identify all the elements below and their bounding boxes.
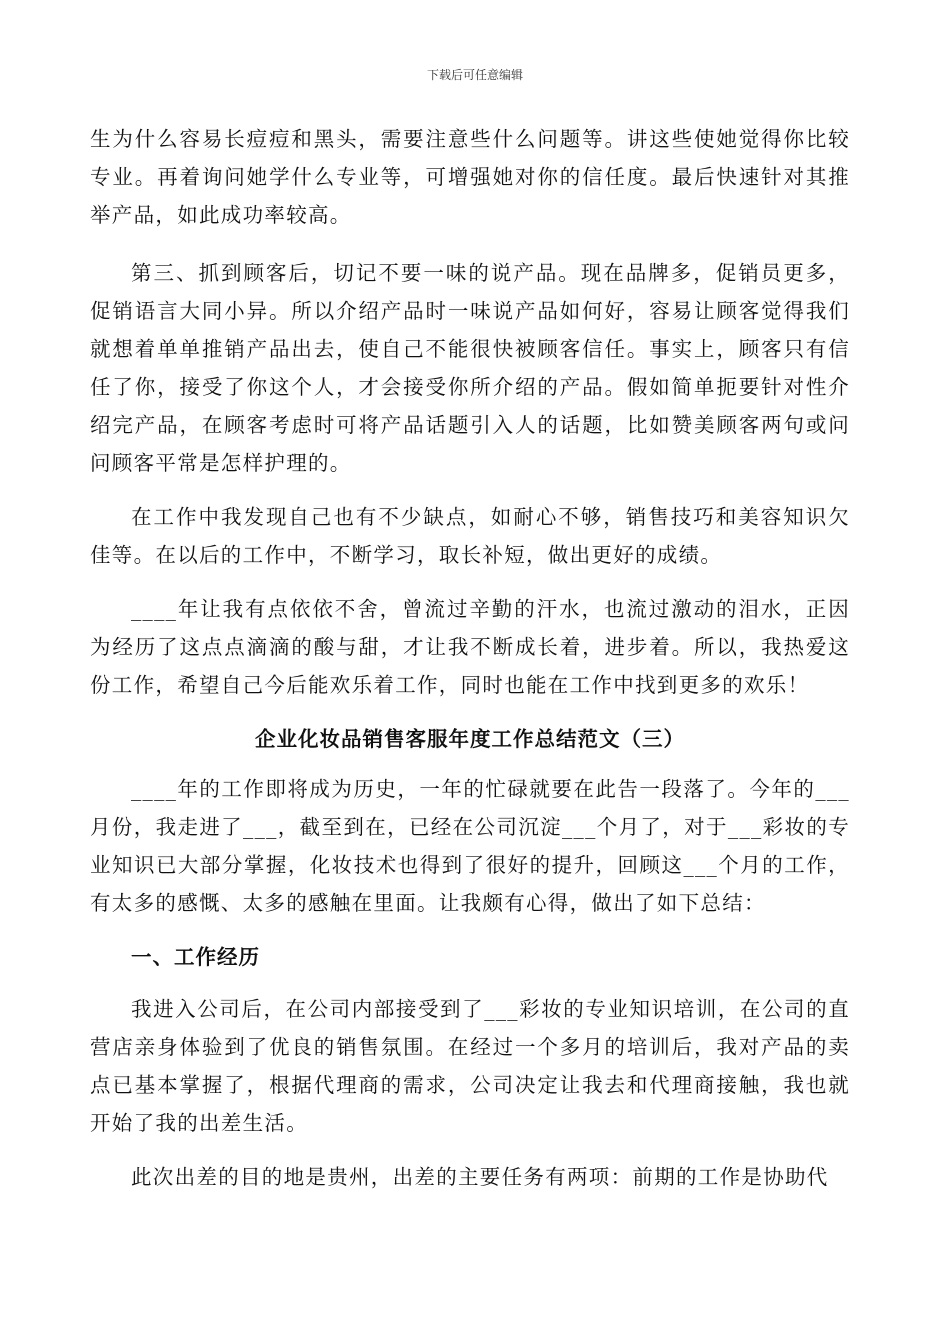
paragraph-training: 我进入公司后，在公司内部接受到了___彩妆的专业知识培训，在公司的直营店亲身体验到了优良的销售氛围。在经过一个多月的培训后，我对产品的卖点已基本掌握了，根据代理商的需求，公司决定让我去和代理商接触，我也就开始了我的出差生活。 xyxy=(90,997,850,1135)
section-title: 企业化妆品销售客服年度工作总结范文（三） xyxy=(255,727,685,751)
paragraph-section-intro: ____年的工作即将成为历史，一年的忙碌就要在此告一段落了。今年的___月份，我走进了___，截至到在，已经在公司沉淀___个月了，对于___彩妆的专业知识已大部分掌握，化妆技术也得到了很好的提升，回顾这___个月的工作，有太多的感慨、太多的感触在里面。让我颇有心得，做出了如下总结： xyxy=(90,777,850,915)
document-body xyxy=(90,120,850,1212)
paragraph-closing: ____年让我有点依依不舍，曾流过辛勤的汗水，也流过激动的泪水，正因为经历了这点点滴滴的酸与甜，才让我不断成长着，进步着。所以，我热爱这份工作，希望自己今后能欢乐着工作，同时也能在工作中找到更多的欢乐！ xyxy=(90,597,850,697)
page-header: 下载后可任意编辑 xyxy=(426,68,523,82)
paragraph-third-point: 第三、抓到顾客后，切记不要一味的说产品。现在品牌多，促销员更多，促销语言大同小异。所以介绍产品时一味说产品如何好，容易让顾客觉得我们就想着单单推销产品出去，使自己不能很快被顾客信任。事实上，顾客只有信任了你，接受了你这个人，才会接受你所介绍的产品。假如简单扼要针对性介绍完产品，在顾客考虑时可将产品话题引入人的话题，比如赞美顾客两句或问问顾客平常是怎样护理的。 xyxy=(90,261,850,475)
sub-heading-work-experience: 一、工作经历 xyxy=(131,945,260,969)
paragraph-business-trip: 此次出差的目的地是贵州，出差的主要任务有两项：前期的工作是协助代 xyxy=(131,1165,829,1189)
paragraph-continuation: 生为什么容易长痘痘和黑头，需要注意些什么问题等。讲这些使她觉得你比较专业。再着询问她学什么专业等，可增强她对你的信任度。最后快速针对其推举产品，如此成功率较高。 xyxy=(90,127,850,227)
paragraph-shortcomings: 在工作中我发现自己也有不少缺点，如耐心不够，销售技巧和美容知识欠佳等。在以后的工作中，不断学习，取长补短，做出更好的成绩。 xyxy=(90,505,850,567)
